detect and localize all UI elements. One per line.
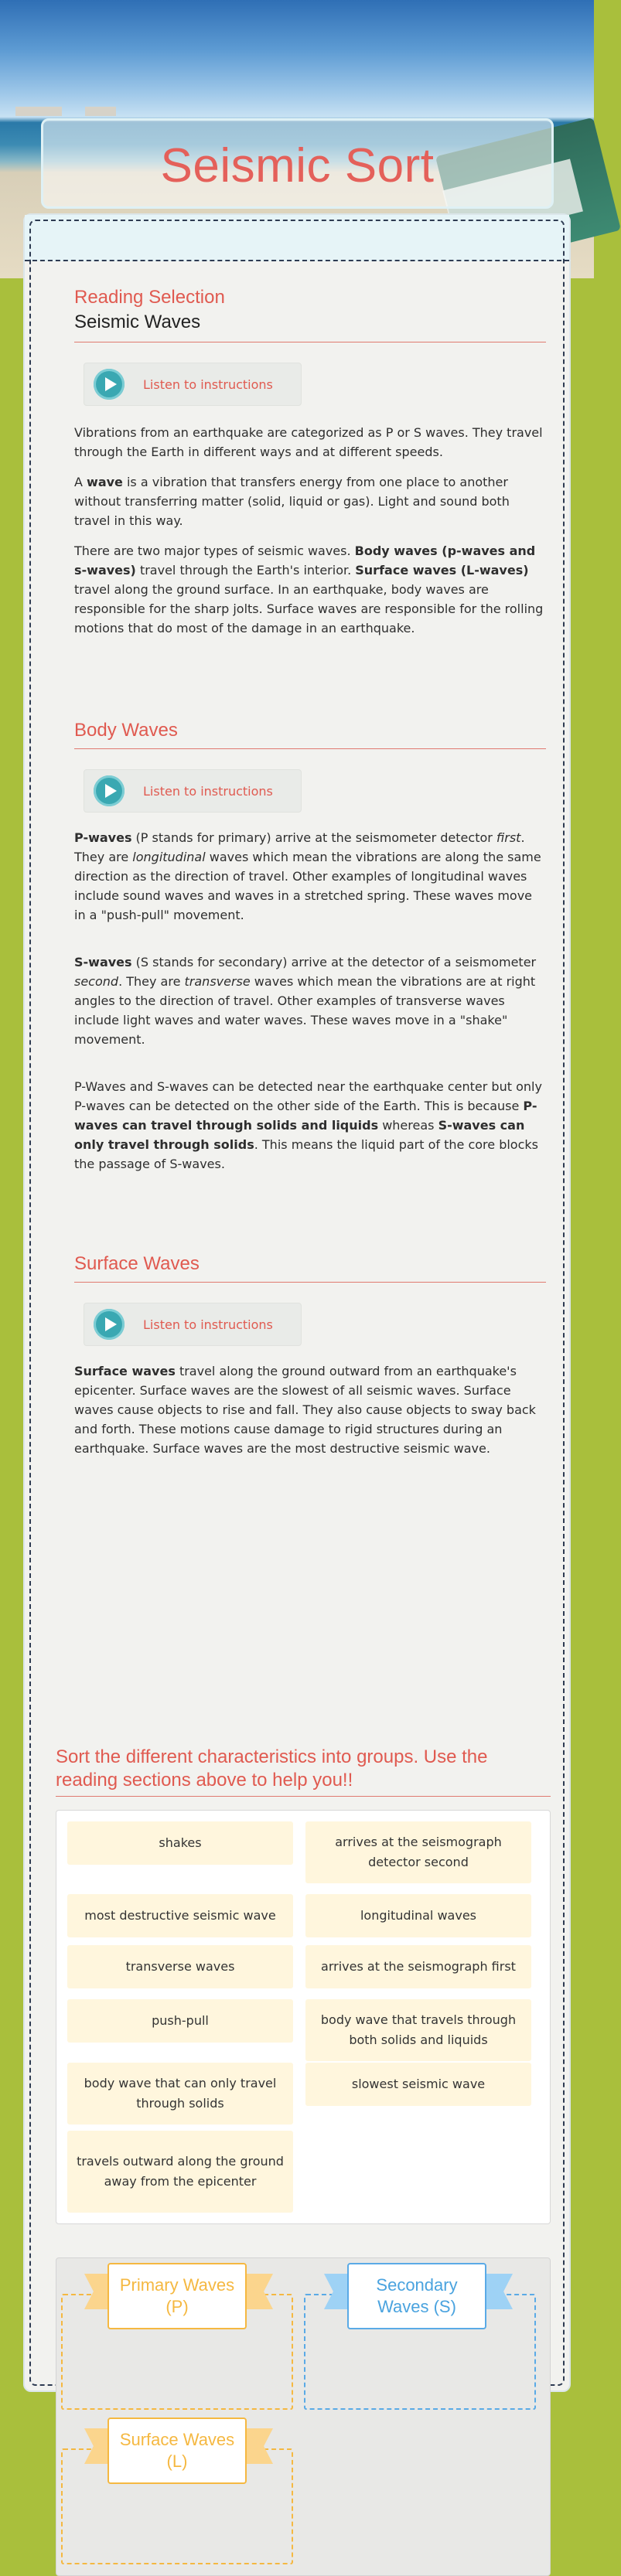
ribbon-tail xyxy=(247,2274,273,2309)
content-card xyxy=(23,213,571,2471)
surface-waves-section xyxy=(74,1252,546,1458)
sort-item[interactable]: body wave that can only travel through solids xyxy=(67,2063,293,2125)
page-title: Seismic Sort xyxy=(160,139,435,193)
sort-item[interactable]: longitudinal waves xyxy=(305,1894,531,1937)
sort-item[interactable]: arrives at the seismograph detector second xyxy=(305,1821,531,1883)
paragraph: Surface waves travel along the ground outward from an earthquake's epicenter. Surface waves are the slowest of all seismic waves. Surface waves cause objects to rise and fall. They also cause objects to sway back and forth. These motions cause damage to rigid structures during an earthquake. Surface waves are the most destructive seismic wave. xyxy=(74,1364,536,1456)
listen-button[interactable] xyxy=(84,1303,302,1346)
sort-item[interactable]: most destructive seismic wave xyxy=(67,1894,293,1937)
surface-waves-heading: Surface Waves xyxy=(74,1253,200,1274)
group-label-primary: Primary Waves (P) xyxy=(107,2263,247,2329)
paragraph: P-Waves and S-waves can be detected near the earthquake center but only P-waves can be detected on the other side of the Earth. This is because P-waves can travel through solids and liquids whereas S-waves can only travel through solids. This means the liquid part of the core blocks the passage of S-waves. xyxy=(74,1079,542,1171)
ribbon-tail xyxy=(84,2428,111,2464)
paragraph: P-waves (P stands for primary) arrive at the seismometer detector first. They are longitudinal waves which mean the vibrations are along the same direction as the direction of travel. Other examples of longitudinal waves include sound waves and waves in a stretched spring. These waves move in a "push-pull" movement. xyxy=(74,830,541,922)
reading-heading: Reading Selection xyxy=(74,287,225,308)
body-waves-heading: Body Waves xyxy=(74,720,178,741)
group-label-surface: Surface Waves (L) xyxy=(107,2418,247,2484)
play-icon xyxy=(94,775,125,806)
group-label-secondary: Secondary Waves (S) xyxy=(347,2263,486,2329)
sort-item[interactable]: push-pull xyxy=(67,1999,293,2043)
listen-button[interactable] xyxy=(84,769,302,813)
paragraph: A wave is a vibration that transfers energy from one place to another without transferring matter (solid, liquid or gas). Light and sound both travel in this way. xyxy=(74,475,510,528)
item-pool[interactable] xyxy=(56,1810,551,2224)
ribbon-tail xyxy=(247,2428,273,2464)
sort-item[interactable]: travels outward along the ground away from the epicenter xyxy=(67,2131,293,2213)
sort-item[interactable]: body wave that travels through both solids and liquids xyxy=(305,1999,531,2061)
paragraph: Vibrations from an earthquake are categorized as P or S waves. They travel through the Earth in different ways and at different speeds. xyxy=(74,425,543,459)
play-icon xyxy=(94,369,125,400)
body-waves-section xyxy=(74,719,546,1174)
paragraph: S-waves (S stands for secondary) arrive at the detector of a seismometer second. They are transverse waves which mean the vibrations are at right angles to the direction of travel. Other examples of transverse waves include light waves and water waves. These waves move in a "shake" movement. xyxy=(74,955,537,1047)
divider xyxy=(74,748,546,749)
sort-item[interactable]: arrives at the seismograph first xyxy=(305,1945,531,1988)
ribbon-tail xyxy=(324,2274,350,2309)
group-area xyxy=(56,2257,551,2576)
ribbon-tail xyxy=(486,2274,513,2309)
ribbon-tail xyxy=(84,2274,111,2309)
divider xyxy=(74,1282,546,1283)
sort-item[interactable]: slowest seismic wave xyxy=(305,2063,531,2106)
listen-label: Listen to instructions xyxy=(143,1317,273,1332)
listen-button[interactable] xyxy=(84,363,302,406)
sort-item[interactable]: transverse waves xyxy=(67,1945,293,1988)
title-banner xyxy=(41,118,554,209)
reading-section xyxy=(74,286,546,638)
card-header-strip xyxy=(25,215,569,261)
sort-item[interactable]: shakes xyxy=(67,1821,293,1865)
play-icon xyxy=(94,1309,125,1340)
sort-instructions: Sort the different characteristics into groups. Use the reading sections above to help you!! xyxy=(56,1746,488,1791)
reading-subheading: Seismic Waves xyxy=(74,312,201,332)
listen-label: Listen to instructions xyxy=(143,783,273,799)
paragraph: There are two major types of seismic waves. Body waves (p-waves and s-waves) travel through the Earth's interior. Surface waves (L-waves) travel along the ground surface. In an earthquake, body waves are responsible for the sharp jolts. Surface waves are responsible for the rolling motions that do most of the damage in an earthquake. xyxy=(74,543,544,635)
divider xyxy=(56,1796,551,1797)
listen-label: Listen to instructions xyxy=(143,377,273,392)
